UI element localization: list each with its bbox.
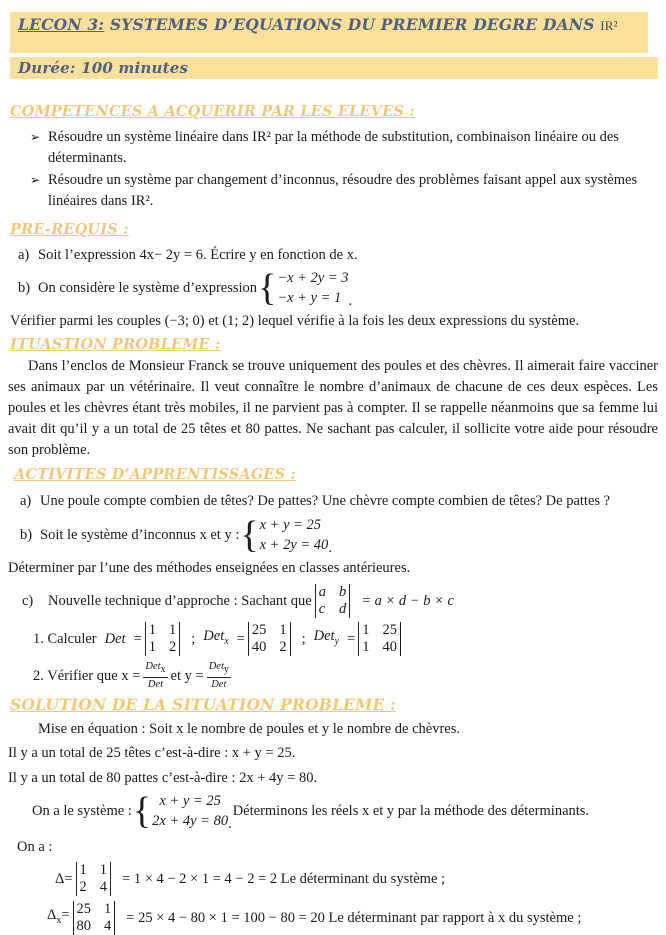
lesson-title-band (10, 12, 648, 53)
matrix-cell: 1 (148, 622, 156, 638)
prerequis-heading: PRE-REQUIS : (10, 221, 129, 238)
on-a-line: On a : (17, 839, 53, 856)
situation-heading: ITUASTION PROBLEME : (10, 336, 221, 353)
matrix-cell: 1 (169, 622, 177, 638)
fraction-detx-over-det: $\frac{Det_x}{\text{Det}}$ (145, 661, 166, 691)
duration-band (10, 57, 658, 79)
equation-system (258, 268, 352, 308)
lesson-title-text: SYSTEMES D’EQUATIONS DU PREMIER DEGRE DANS (104, 15, 601, 34)
determinant-matrix-det (145, 622, 181, 656)
activites-item-b-text: Soit le système d’inconnus x et y : (40, 526, 240, 543)
prerequis-item-a-text: Soit l’expression 4x− 2y = 6. Écrire y en fonction de x. (38, 247, 358, 263)
item-a-label: a) (18, 247, 30, 263)
competence-bullet-2-text: Résoudre un système par changement d’inconnus, résoudre des problèmes faisant appel aux systèmes linéaires dans IR². (48, 172, 638, 209)
activites-item-b (20, 515, 658, 555)
matrix-cell: 25 (251, 622, 267, 638)
determinant-matrix-detx (248, 622, 291, 656)
activites-item-a-text: Une poule compte combien de têtes? De pattes? Une chèvre compte combien de têtes? De pattes ? (40, 493, 611, 509)
matrix-cell: d (338, 601, 347, 617)
system-after-text: Déterminons les réels x et y par la méthode des déterminants. (232, 802, 590, 819)
determinant-matrix-abcd (315, 584, 351, 618)
matrix-cell: 1 (148, 639, 156, 655)
equals-sign: = (347, 630, 356, 647)
competence-bullet-1-text: Résoudre un système linéaire dans IR² par la méthode de substitution, combinaison linéaire ou des déterminants. (48, 129, 619, 166)
activites-heading: ACTIVITES D’APPRENTISSAGES : (14, 466, 297, 483)
matrix-cell: 1 (362, 622, 370, 638)
competence-bullet-2 (30, 170, 652, 212)
solution-heading: SOLUTION DE LA SITUATION PROBLEME : (10, 695, 397, 715)
det-x-label: Det$_x$ (203, 628, 229, 647)
system-period: . (228, 816, 232, 833)
separator: ; (301, 630, 306, 647)
activites-item-b-content (40, 515, 658, 555)
matrix-cell: 1 (79, 862, 87, 879)
fraction-dety-over-det: $\frac{Det_y}{\text{Det}}$ (208, 661, 229, 691)
matrix-cell: 40 (251, 639, 267, 655)
matrix-cell: 1 (362, 639, 370, 655)
verify-fractions-line (33, 661, 656, 691)
delta-x-line (47, 901, 656, 935)
system-prefix: On a le système : (32, 802, 132, 819)
item-a-label: a) (20, 493, 32, 509)
equation-system (133, 791, 232, 831)
separator: ; (191, 630, 196, 647)
delta-line (55, 862, 656, 896)
solution-system-line (32, 791, 656, 831)
item-b-label: b) (18, 279, 31, 296)
matrix-cell: 2 (279, 639, 287, 655)
document-page (0, 12, 666, 935)
matrix-cell: 4 (99, 879, 108, 896)
arrow-bullet-icon: ➢ (30, 173, 41, 187)
brace-glyph: { (240, 513, 259, 556)
brace-glyph: { (132, 790, 152, 832)
det-y-label: Det$_y$ (313, 628, 340, 647)
equals-sign: = (133, 630, 142, 647)
situation-paragraph: Dans l’enclos de Monsieur Franck se trouve uniquement des poules et des chèvres. Il aimerait faire vacciner ses animaux par un vétérinaire. Il veut connaître le nombre d’animaux de chacune de ces deux espèces. Les poules et les chèvres étant très mobiles, il ne parvient pas à compter. Il se rappelle néanmoins que sa femme lui avait dit qu’il y a un total de 25 têtes et 80 pattes. Ne sachant pas calculer, il sollicite votre aide pour résoudre son problème. (8, 358, 658, 458)
activites-item-c (22, 584, 658, 618)
delta-computation: = 1 × 4 − 2 × 1 = 4 − 2 = 2 Le déterminant du système ; (122, 870, 446, 887)
system-line-2: x + 2y = 40 (259, 537, 329, 553)
system-period: . (348, 293, 353, 309)
delta-x-computation: = 25 × 4 − 80 × 1 = 100 − 80 = 20 Le déterminant par rapport à x du système ; (126, 909, 582, 926)
activites-item-c-content (48, 584, 658, 618)
item-b-label: b) (20, 526, 33, 543)
matrix-cell: 2 (79, 879, 87, 896)
prerequis-verify-line: Vérifier parmi les couples (−3; 0) et (1; 2) lequel vérifie à la fois les deux expressions du système. (10, 313, 580, 329)
competences-heading: COMPETENCES A ACQUERIR PAR LES ELEVES : (10, 103, 415, 120)
total-tetes-line: Il y a un total de 25 têtes c’est-à-dire : x + y = 25. (8, 745, 296, 762)
system-period: . (328, 540, 332, 556)
matrix-cell: 40 (382, 639, 397, 655)
lesson-title-domain: IR² (600, 18, 618, 33)
item-c-label: c) (22, 592, 34, 609)
duration-text: Durée: 100 minutes (18, 59, 189, 77)
delta-label: Δ= (55, 870, 73, 887)
system-line-1: −x + 2y = 3 (277, 270, 349, 286)
total-pattes-line: Il y a un total de 80 pattes c’est-à-dire : 2x + 4y = 80. (8, 770, 318, 787)
verify-prefix: 2. Vérifier que x = (33, 667, 141, 684)
activites-item-a (20, 491, 658, 512)
determinant-matrix-delta (76, 862, 112, 896)
equals-sign: = (236, 630, 245, 647)
prerequis-item-b-content (38, 268, 658, 308)
prerequis-item-b-text: On considère le système d’expression (38, 279, 258, 296)
matrix-cell: b (338, 584, 347, 600)
matrix-cell: 1 (104, 901, 112, 918)
brace-glyph: { (258, 266, 277, 309)
page-title (18, 15, 618, 34)
mise-en-equation-line: Mise en équation : Soit x le nombre de poules et y le nombre de chèvres. (38, 721, 461, 738)
matrix-cell: c (318, 601, 326, 617)
system-line-2: 2x + 4y = 80 (152, 813, 229, 830)
determinant-matrix-delta-x (73, 901, 116, 935)
matrix-cell: 2 (169, 639, 177, 655)
delta-x-label: $\Delta_x=$ (47, 907, 70, 927)
calc-prefix: 1. Calculer (33, 630, 97, 647)
matrix-cell: 4 (104, 918, 112, 935)
arrow-bullet-icon: ➢ (30, 130, 41, 144)
det-label: Det (104, 630, 126, 647)
matrix-cell: a (318, 584, 326, 600)
matrix-cell: 25 (382, 622, 397, 638)
verify-mid: et y = (170, 667, 204, 684)
determiner-line: Déterminer par l’une des méthodes enseignées en classes antérieures. (8, 560, 411, 576)
system-line-1: x + y = 25 (259, 517, 322, 533)
matrix-cell: 1 (99, 862, 108, 879)
competence-bullet-1 (30, 127, 652, 169)
prerequis-item-a (18, 245, 658, 266)
system-line-1: x + y = 25 (159, 793, 221, 810)
system-line-2: −x + y = 1 (277, 290, 342, 306)
matrix-cell: 80 (76, 918, 92, 935)
calc-determinants-line (33, 622, 656, 656)
matrix-cell: 25 (76, 901, 92, 918)
matrix-cell: 1 (279, 622, 287, 638)
prerequis-item-b (18, 268, 658, 308)
lesson-number: LECON 3: (18, 15, 105, 34)
determinant-matrix-dety (358, 622, 401, 656)
determinant-formula: = a × d − b × c (361, 592, 454, 609)
equation-system (240, 515, 332, 555)
activites-item-c-text: Nouvelle technique d’approche : Sachant que (48, 592, 312, 609)
